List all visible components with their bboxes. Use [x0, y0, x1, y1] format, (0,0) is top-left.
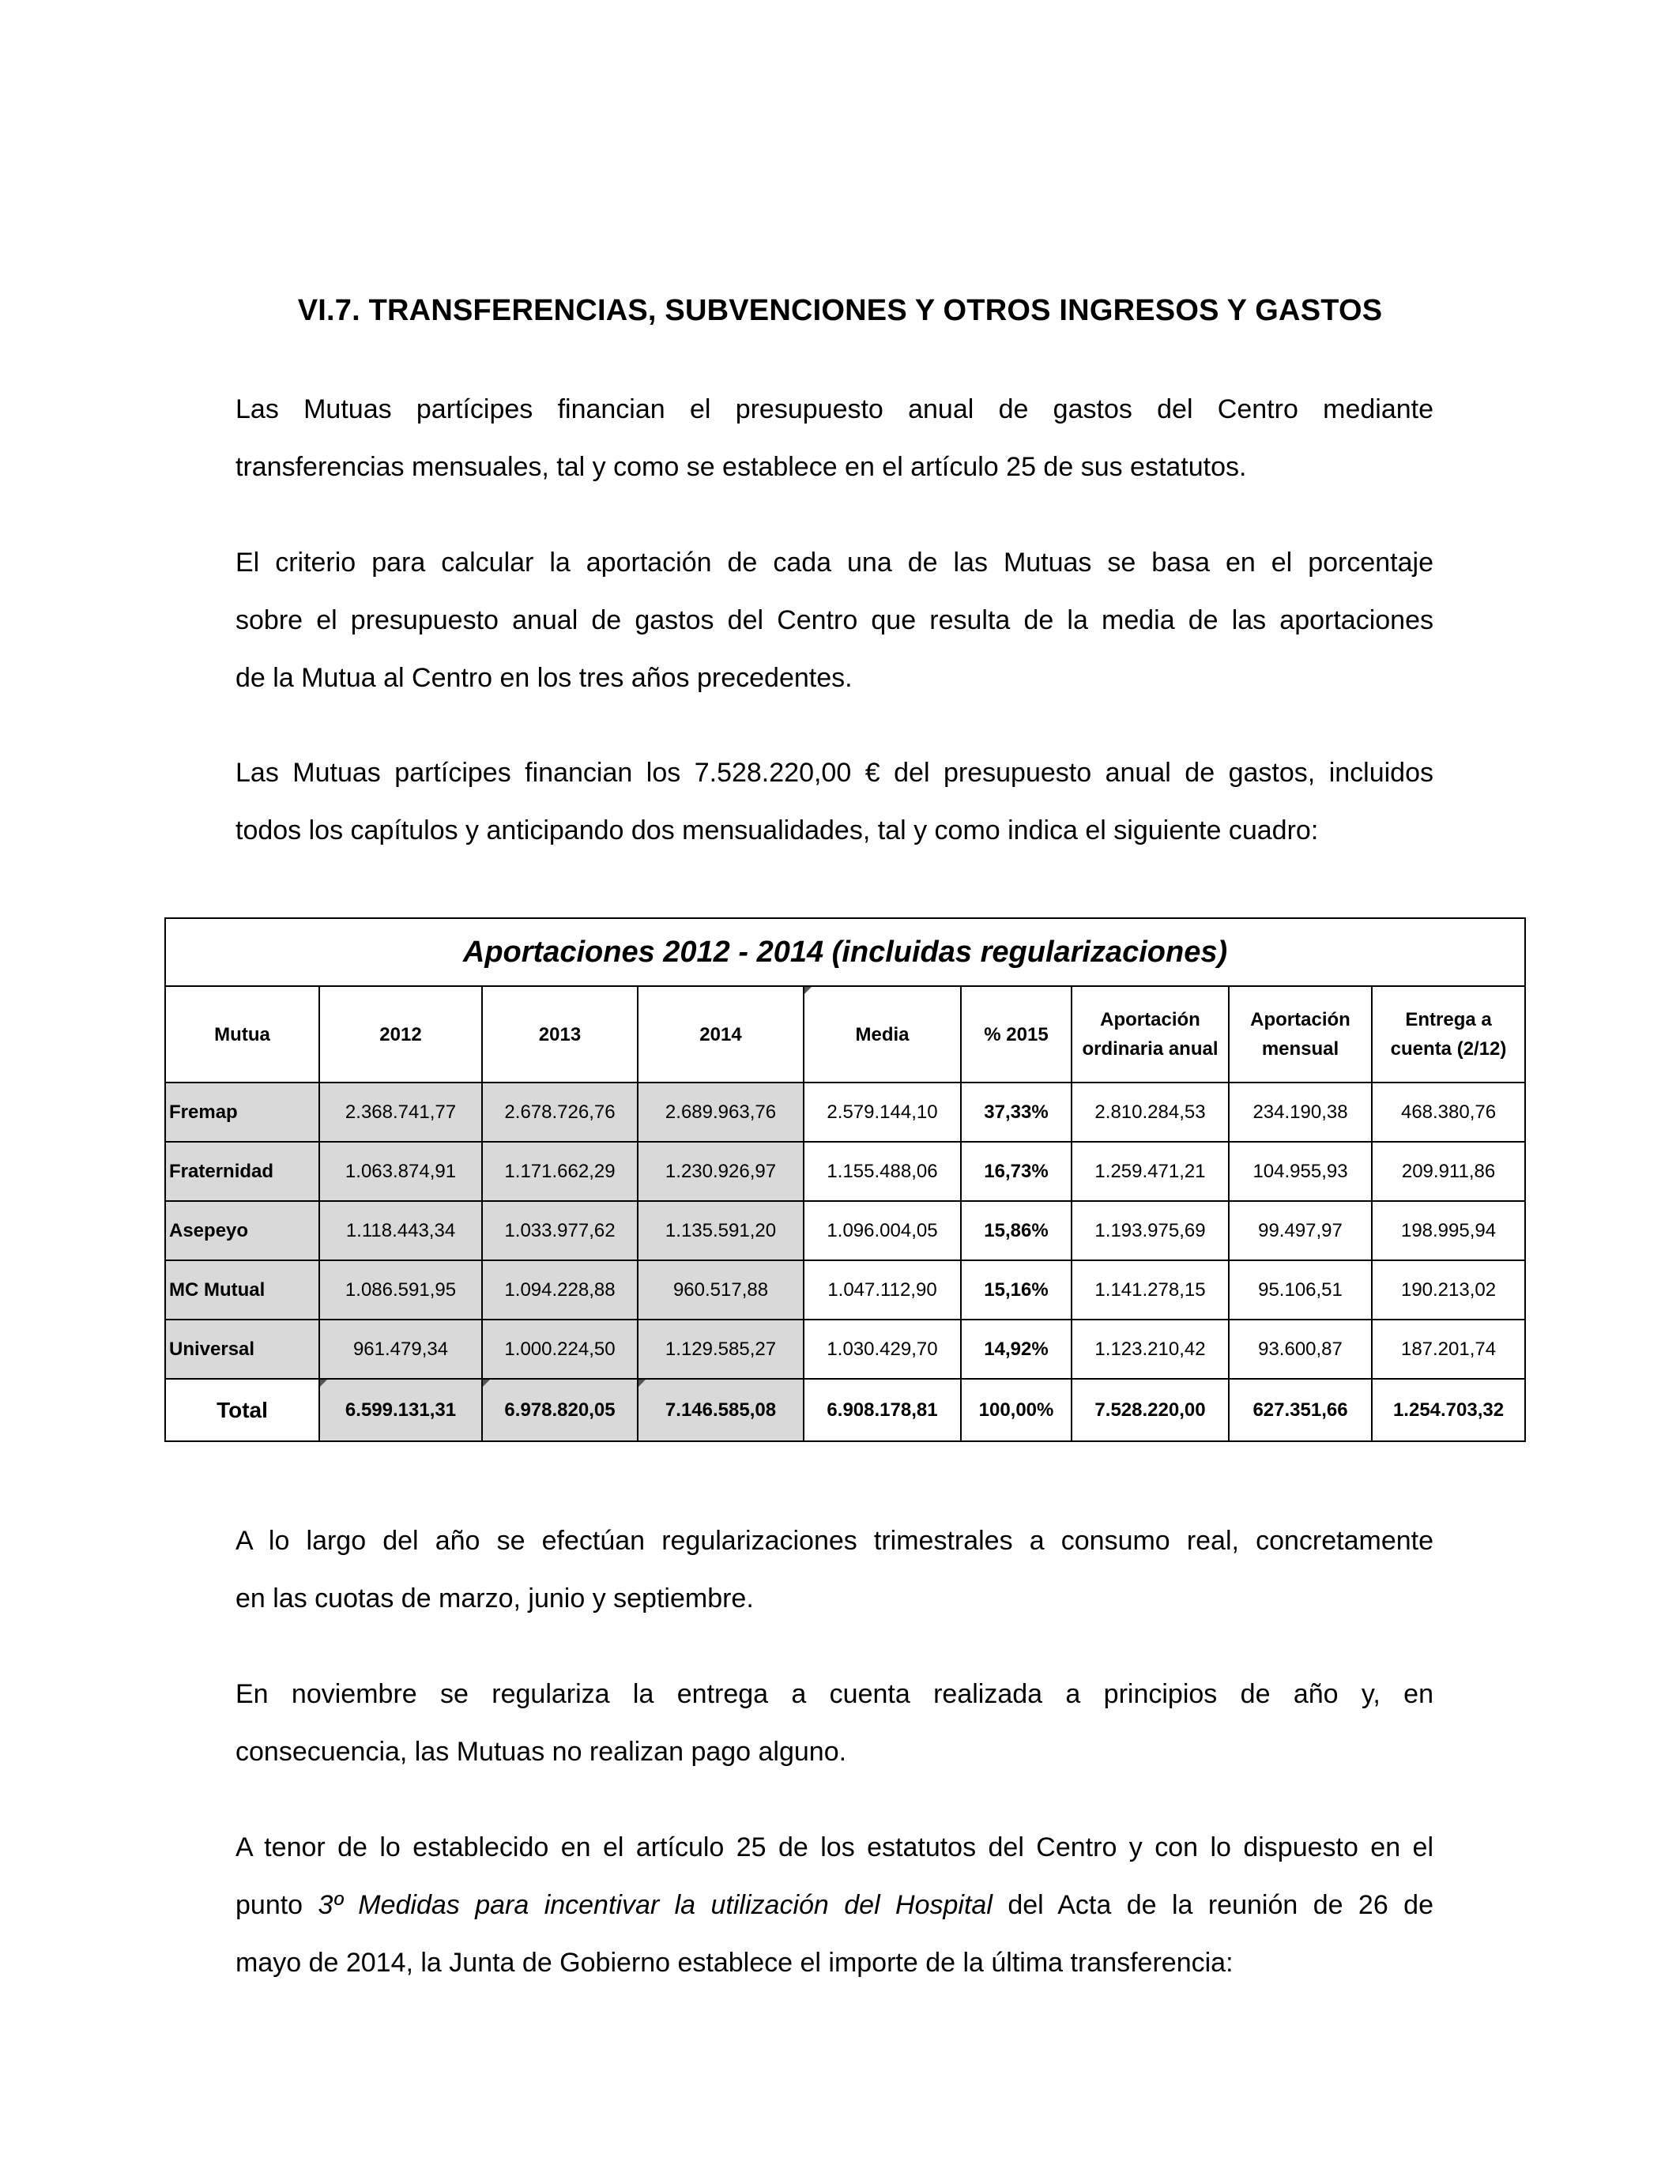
cell-2013: 1.094.228,88 — [482, 1260, 638, 1320]
cell-2012: 1.118.443,34 — [319, 1201, 482, 1260]
paragraph-line — [235, 1877, 1433, 1934]
cell-anual: 1.193.975,69 — [1072, 1201, 1229, 1260]
table-caption: Aportaciones 2012 - 2014 (incluidas regularizaciones) — [165, 918, 1525, 986]
paragraph-3 — [235, 744, 1433, 860]
cell-total-entrega: 1.254.703,32 — [1372, 1379, 1525, 1441]
paragraph-line: de la Mutua al Centro en los tres años precedentes. — [235, 663, 853, 693]
table-row — [165, 1142, 1525, 1201]
cell-2014: 1.129.585,27 — [638, 1320, 804, 1379]
cell-media: 1.047.112,90 — [804, 1260, 961, 1320]
table-row — [165, 1201, 1525, 1260]
cell-media: 1.096.004,05 — [804, 1201, 961, 1260]
cell-media: 2.579.144,10 — [804, 1083, 961, 1142]
cell-mensual: 95.106,51 — [1229, 1260, 1372, 1320]
cell-entrega: 190.213,02 — [1372, 1260, 1525, 1320]
col-header-entrega-cuenta: Entrega a cuenta (2/12) — [1372, 986, 1525, 1083]
cell-2014: 1.230.926,97 — [638, 1142, 804, 1201]
cell-pct: 15,16% — [961, 1260, 1072, 1320]
cell-total-2013: 6.978.820,05 — [482, 1379, 638, 1441]
paragraph-1 — [235, 381, 1433, 496]
paragraph-4 — [235, 1512, 1433, 1628]
cell-pct: 14,92% — [961, 1320, 1072, 1379]
cell-2012: 2.368.741,77 — [319, 1083, 482, 1142]
cell-mensual: 104.955,93 — [1229, 1142, 1372, 1201]
cell-2014: 1.135.591,20 — [638, 1201, 804, 1260]
paragraph-line: en las cuotas de marzo, junio y septiembre. — [235, 1583, 754, 1614]
cell-mensual: 93.600,87 — [1229, 1320, 1372, 1379]
cell-pct: 16,73% — [961, 1142, 1072, 1201]
contributions-table — [164, 917, 1526, 1442]
table-total-row — [165, 1379, 1525, 1441]
col-header-2014: 2014 — [638, 986, 804, 1083]
cell-mensual: 234.190,38 — [1229, 1083, 1372, 1142]
paragraph-line: sobre el presupuesto anual de gastos del Centro que resulta de la media de las aportaciones — [235, 605, 1433, 635]
paragraph-line: consecuencia, las Mutuas no realizan pago alguno. — [235, 1737, 847, 1767]
paragraph-line: todos los capítulos y anticipando dos mensualidades, tal y como indica el siguiente cuadro: — [235, 815, 1319, 845]
table-row — [165, 1320, 1525, 1379]
cell-mensual: 99.497,97 — [1229, 1201, 1372, 1260]
table-row — [165, 1083, 1525, 1142]
cell-entrega: 209.911,86 — [1372, 1142, 1525, 1201]
paragraph-line: Las Mutuas partícipes financian el presupuesto anual de gastos del Centro mediante — [235, 394, 1433, 424]
paragraph-line: El criterio para calcular la aportación de cada una de las Mutuas se basa en el porcentaje — [235, 548, 1433, 578]
cell-anual: 1.141.278,15 — [1072, 1260, 1229, 1320]
col-header-mutua: Mutua — [165, 986, 319, 1083]
cell-pct: 15,86% — [961, 1201, 1072, 1260]
italic-reference: 3º Medidas para incentivar la utilización del Hospital — [318, 1890, 993, 1920]
cell-2012: 1.063.874,91 — [319, 1142, 482, 1201]
cell-entrega: 187.201,74 — [1372, 1320, 1525, 1379]
cell-mutua: Universal — [165, 1320, 319, 1379]
cell-2013: 1.033.977,62 — [482, 1201, 638, 1260]
cell-anual: 1.123.210,42 — [1072, 1320, 1229, 1379]
cell-2013: 1.000.224,50 — [482, 1320, 638, 1379]
col-header-pct-2015: % 2015 — [961, 986, 1072, 1083]
cell-2012: 1.086.591,95 — [319, 1260, 482, 1320]
cell-mutua: Fremap — [165, 1083, 319, 1142]
cell-total-anual: 7.528.220,00 — [1072, 1379, 1229, 1441]
col-header-2013: 2013 — [482, 986, 638, 1083]
cell-media: 1.155.488,06 — [804, 1142, 961, 1201]
cell-2012: 961.479,34 — [319, 1320, 482, 1379]
text-span: del Acta de la reunión de 26 de — [992, 1890, 1433, 1920]
cell-2013: 2.678.726,76 — [482, 1083, 638, 1142]
cell-entrega: 468.380,76 — [1372, 1083, 1525, 1142]
paragraph-line: mayo de 2014, la Junta de Gobierno establece el importe de la última transferencia: — [235, 1948, 1234, 1978]
col-header-2012: 2012 — [319, 986, 482, 1083]
paragraph-5 — [235, 1666, 1433, 1781]
col-header-aportacion-anual: Aportación ordinaria anual — [1072, 986, 1229, 1083]
cell-mutua: MC Mutual — [165, 1260, 319, 1320]
paragraph-line: En noviembre se regulariza la entrega a cuenta realizada a principios de año y, en — [235, 1679, 1433, 1709]
paragraph-6 — [235, 1819, 1433, 1992]
cell-total-pct: 100,00% — [961, 1379, 1072, 1441]
col-header-media: Media — [804, 986, 961, 1083]
table-header-row — [165, 986, 1525, 1083]
cell-2014: 960.517,88 — [638, 1260, 804, 1320]
section-heading: VI.7. TRANSFERENCIAS, SUBVENCIONES Y OTROS INGRESOS Y GASTOS — [297, 294, 1383, 327]
paragraph-2 — [235, 534, 1433, 707]
table-row — [165, 1260, 1525, 1320]
cell-total-2014: 7.146.585,08 — [638, 1379, 804, 1441]
cell-anual: 2.810.284,53 — [1072, 1083, 1229, 1142]
cell-total-label: Total — [165, 1379, 319, 1441]
cell-mutua: Fraternidad — [165, 1142, 319, 1201]
col-header-aportacion-mensual: Aportación mensual — [1229, 986, 1372, 1083]
paragraph-line: A lo largo del año se efectúan regularizaciones trimestrales a consumo real, concretamente — [235, 1526, 1433, 1556]
paragraph-line: transferencias mensuales, tal y como se establece en el artículo 25 de sus estatutos. — [235, 452, 1247, 482]
cell-media: 1.030.429,70 — [804, 1320, 961, 1379]
text-span: punto — [235, 1890, 318, 1920]
cell-anual: 1.259.471,21 — [1072, 1142, 1229, 1201]
cell-2014: 2.689.963,76 — [638, 1083, 804, 1142]
paragraph-line: A tenor de lo establecido en el artículo 25 de los estatutos del Centro y con lo dispuesto en el — [235, 1832, 1433, 1862]
cell-total-media: 6.908.178,81 — [804, 1379, 961, 1441]
cell-pct: 37,33% — [961, 1083, 1072, 1142]
paragraph-line: Las Mutuas partícipes financian los 7.528.220,00 € del presupuesto anual de gastos, incluidos — [235, 758, 1433, 788]
cell-2013: 1.171.662,29 — [482, 1142, 638, 1201]
cell-total-mensual: 627.351,66 — [1229, 1379, 1372, 1441]
cell-mutua: Asepeyo — [165, 1201, 319, 1260]
cell-total-2012: 6.599.131,31 — [319, 1379, 482, 1441]
cell-entrega: 198.995,94 — [1372, 1201, 1525, 1260]
